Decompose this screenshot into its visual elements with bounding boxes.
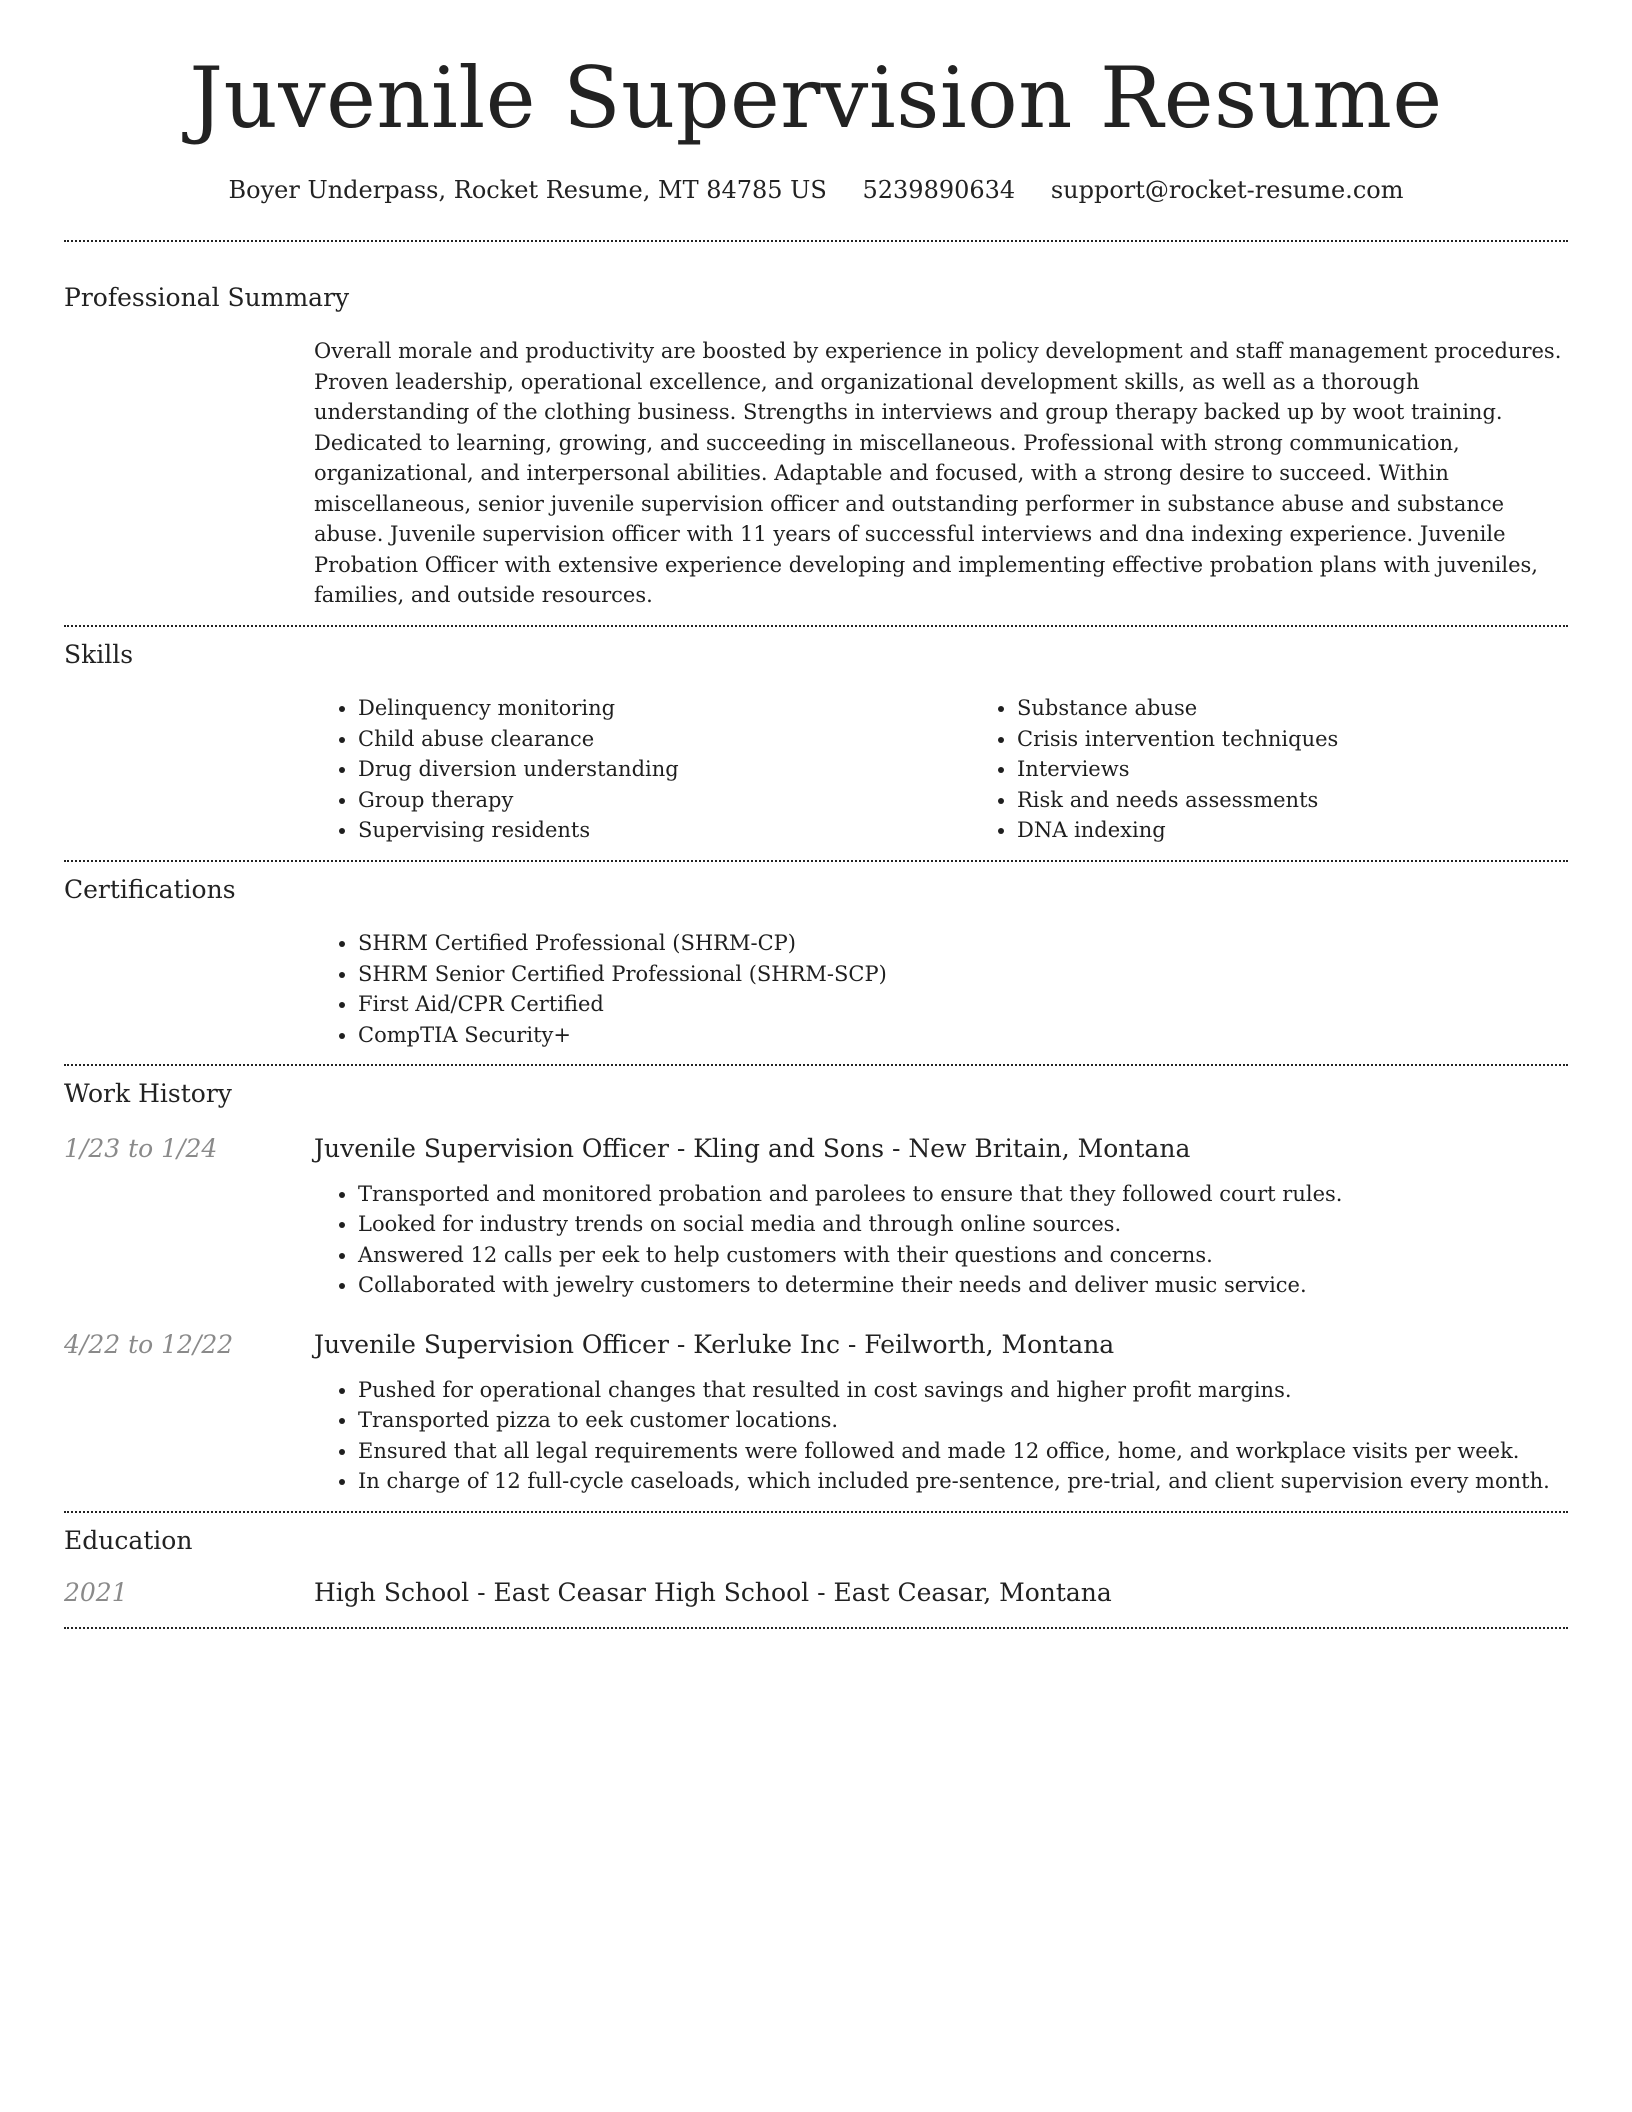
education-details: [314, 1575, 1568, 1611]
skill-item: • Supervising residents: [358, 815, 973, 846]
education-heading: High School - East Ceasar High School - East Ceasar, Montana: [314, 1578, 1112, 1608]
job-bullet: • Collaborated with jewelry customers to determine their needs and deliver music service.: [358, 1270, 1568, 1301]
skill-item: • Delinquency monitoring: [358, 693, 973, 724]
skills-list-right: [973, 693, 1632, 846]
certification-item: • SHRM Senior Certified Professional (SHRM-SCP): [358, 959, 1568, 990]
job-entry: [64, 1327, 1568, 1497]
job-bullet: • Transported and monitored probation and parolees to ensure that they followed court rules.: [358, 1179, 1568, 1210]
contact-email: support@rocket-resume.com: [1050, 175, 1404, 204]
job-heading: Juvenile Supervision Officer - Kerluke Inc - Feilworth, Montana: [314, 1329, 1115, 1359]
certification-item: • SHRM Certified Professional (SHRM-CP): [358, 928, 1568, 959]
contact-line: [64, 175, 1568, 206]
section-title-skills: Skills: [64, 639, 134, 669]
job-details: [314, 1327, 1568, 1497]
contact-address: Boyer Underpass, Rocket Resume, MT 84785 US: [228, 175, 827, 204]
job-entry: [64, 1131, 1568, 1301]
job-dates: 4/22 to 12/22: [64, 1329, 234, 1359]
section-title-summary: Professional Summary: [64, 282, 350, 312]
certification-item: • CompTIA Security+: [358, 1020, 1568, 1051]
skill-item: • DNA indexing: [1017, 815, 1632, 846]
job-bullet: • Looked for industry trends on social media and through online sources.: [358, 1209, 1568, 1240]
job-bullet: • Answered 12 calls per eek to help customers with their questions and concerns.: [358, 1240, 1568, 1271]
divider: [64, 1627, 1568, 1629]
work-history-section: [64, 1066, 1568, 1511]
professional-summary-section: [64, 242, 1568, 611]
job-heading: Juvenile Supervision Officer - Kling and Sons - New Britain, Montana: [314, 1133, 1191, 1163]
education-year: 2021: [64, 1578, 128, 1608]
skill-item: • Substance abuse: [1017, 693, 1632, 724]
education-section: [64, 1513, 1568, 1612]
certifications-block: [314, 928, 1568, 1050]
section-title-work: Work History: [64, 1079, 232, 1109]
contact-phone: 5239890634: [862, 175, 1016, 204]
skill-item: • Crisis intervention techniques: [1017, 724, 1632, 755]
job-bullet: • In charge of 12 full-cycle caseloads, which included pre-sentence, pre-trial, and client supervision every month.: [358, 1466, 1568, 1497]
job-bullet: • Ensured that all legal requirements were followed and made 12 office, home, and workplace visits per week.: [358, 1436, 1568, 1467]
skills-columns: [314, 693, 1568, 846]
job-bullet: • Transported pizza to eek customer locations.: [358, 1405, 1568, 1436]
job-bullet: • Pushed for operational changes that resulted in cost savings and higher profit margins.: [358, 1375, 1568, 1406]
education-entry: [64, 1575, 1568, 1611]
summary-text: Overall morale and productivity are boosted by experience in policy development and staff management procedures. Proven leadership, operational excellence, and organizational development skills, as well as a thorough understanding of the clothing business. Strengths in interviews and group therapy backed up by woot training. Dedicated to learning, growing, and succeeding in miscellaneous. Professional with strong communication, organizational, and interpersonal abilities. Adaptable and focused, with a strong desire to succeed. Within miscellaneous, senior juvenile supervision officer and outstanding performer in substance abuse and substance abuse. Juvenile supervision officer with 11 years of successful interviews and dna indexing experience. Juvenile Probation Officer with extensive experience developing and implementing effective probation plans with juveniles, families, and outside resources.: [314, 339, 1562, 608]
skill-item: • Group therapy: [358, 785, 973, 816]
skill-item: • Drug diversion understanding: [358, 754, 973, 785]
section-title-certifications: Certifications: [64, 874, 236, 904]
skill-item: • Risk and needs assessments: [1017, 785, 1632, 816]
skills-list-left: [314, 693, 973, 846]
certification-item: • First Aid/CPR Certified: [358, 989, 1568, 1020]
job-bullets: [314, 1179, 1568, 1301]
certifications-list: [314, 928, 1568, 1050]
resume-title: Juvenile Supervision Resume: [189, 49, 1443, 147]
certifications-section: [64, 862, 1568, 1051]
job-details: [314, 1131, 1568, 1301]
skill-item: • Child abuse clearance: [358, 724, 973, 755]
skill-item: • Interviews: [1017, 754, 1632, 785]
skills-section: [64, 627, 1568, 846]
job-bullets: [314, 1375, 1568, 1497]
job-dates: 1/23 to 1/24: [64, 1133, 218, 1163]
section-title-education: Education: [64, 1525, 193, 1555]
